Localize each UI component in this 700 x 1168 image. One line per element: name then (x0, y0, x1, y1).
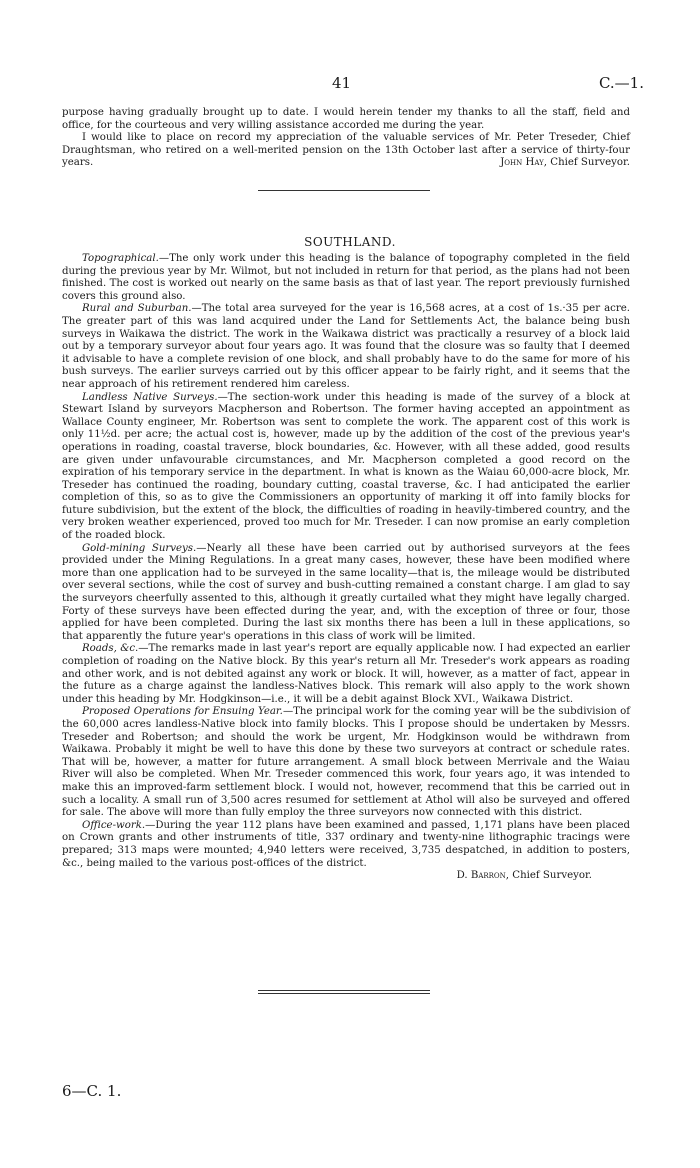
paragraph-rural-suburban (62, 303, 630, 391)
end-rule-bottom (258, 993, 430, 994)
end-rule-top (258, 990, 430, 991)
signature-title: , Chief Surveyor. (505, 870, 592, 882)
paragraph-text: —During the year 112 plans have been examined and passed, 1,171 plans have been placed on Crown grants and other instruments of title, 337 ordinary and twenty-nine lithographic tracings were prepared; 313 maps were mounted; 4,940 letters were received, 3,735 despatched, in addition to posters, &c., being mailed to the various post-offices of the district. (62, 819, 630, 869)
paragraph-text: —The remarks made in last year's report are equally applicable now. I had expected an earlier completion of roading on the Native block. By this year's return all Mr. Treseder's work appears as roading and other work, and is not debited against any work or block. It will, however, as a matter of fact, appear in the future as a charge against the landless-Natives block. This remark will also apply to the work shown under this heading by Mr. Hodgkinson—i.e., it will be a debit against Block XVI., Waikawa District. (62, 643, 630, 705)
preamble-paragraph-2: I would like to place on record my appreciation of the valuable services of Mr. Peter Treseder, Chief Draughtsman, who retired on a well-merited pension on the 13th October last after a service of thirty-four years. (62, 132, 630, 169)
preamble (62, 107, 630, 170)
paragraph-proposed-operations (62, 706, 630, 819)
paragraph-text: —The only work under this heading is the balance of topography completed in the field during the previous year by Mr. Wilmot, but not included in return for that period, as the plans had not been finished. The cost is worked out nearly on the same basis as that of last year. The report previously furnished covers this ground also. (62, 253, 630, 302)
paragraph-text: —The total area surveyed for the year is 16,568 acres, at a cost of 1s.·35 per acre. The greater part of this was land acquired under the Land for Settlements Act, the balance being bush surveys in Waikawa the district. The work in the Waikawa district was practically a resurvey of a block laid out by a temporary surveyor about four years ago. It was found that the closure was so faulty that I deemed it advisable to have a complete revision of one block, and shall probably have to do the same for more of his bush surveys. The earlier surveys carried out by this officer appear to be fairly right, and it seems that the near approach of his retirement rendered him careless. (62, 303, 630, 390)
paragraph-landless-native (62, 392, 630, 543)
signature-name: John Hay (500, 157, 544, 169)
paragraph-heading: Gold-mining Surveys. (82, 542, 197, 554)
signature-name: D. Barron (456, 870, 506, 882)
paragraph-gold-mining (62, 543, 630, 644)
paragraph-topographical (62, 253, 630, 303)
paragraph-heading: Rural and Suburban. (82, 303, 192, 315)
document-code: C.—1. (598, 74, 644, 92)
section-title: SOUTHLAND. (304, 235, 396, 249)
southland-report (62, 253, 630, 883)
paragraph-heading: Landless Native Surveys. (82, 391, 218, 403)
preamble-paragraph-1: purpose having gradually brought up to date. I would herein tender my thanks to all the staff, field and office, for the courteous and very willing assistance accorded me during the year. (62, 107, 630, 131)
page-number: 41 (332, 74, 352, 92)
paragraph-heading: Topographical. (82, 253, 159, 264)
signature-mark: 6—C. 1. (62, 1082, 122, 1100)
paragraph-text: —Nearly all these have been carried out by authorised surveyors at the fees provided under the Mining Regulations. In a great many cases, however, these have been modified where more than one application had to be surveyed in the same locality—that is, the mileage would be distributed over several sections, while the cost of survey and bush-cutting remained a constant charge. I am glad to say the surveyors cheerfully assented to this, although it greatly curtailed what they might have legally charged. Forty of these surveys have been effected during the year, and, with the exception of three or four, those applied for have been completed. During the last six months there has been a lull in these applications, so that apparently the future year's operations in this class of work will be limited. (62, 542, 631, 642)
paragraph-heading: Roads, &c. (82, 643, 139, 655)
paragraph-heading: Proposed Operations for Ensuing Year. (82, 706, 283, 718)
paragraph-roads (62, 643, 630, 706)
paragraph-text: —The principal work for the coming year will be the subdivision of the 60,000 acres landless-Native block into family blocks. This I propose should be undertaken by Messrs. Treseder and Robertson; and should the work be urgent, Mr. Hodgkinson would be withdrawn from Waikawa. Probably it might be well to have this done by these two surveyors at contract or schedule rates. That will be, however, a matter for future arrangement. A small block between Merrivale and the Waiau River will also be completed. When Mr. Treseder commenced this work, four years ago, it was intended to make this an improved-farm settlement block. I would not, however, recommend that this be carried out in such a locality. A small run of 3,500 acres resumed for settlement at Athol will also be surveyed and offered for sale. The above will more than fully employ the three surveyors now connected with this district. (62, 706, 631, 819)
closing-signature (62, 870, 630, 883)
section-divider (258, 190, 430, 191)
paragraph-office-work (62, 820, 630, 870)
paragraph-heading: Office-work. (82, 819, 146, 831)
signature-title: , Chief Surveyor. (543, 157, 630, 169)
preamble-signature (62, 157, 630, 170)
paragraph-text: —The section-work under this heading is made of the survey of a block at Stewart Island by surveyors Macpherson and Robertson. The former having accepted an appointment as Wallace County engineer, Mr. Robertson was sent to complete the work. The apparent cost of this work is only 11½d. per acre; the actual cost is, however, made up by the addition of the cost of the previous year's operations in roading, coastal traverse, block boundaries, &c. However, with all these added, good results are given under unfavourable circumstances, and Mr. Macpherson completed a good record on the expiration of his temporary service in the department. In what is known as the Waiau 60,000-acre block, Mr. Treseder has continued the roading, boundary cutting, coastal traverse, &c. I had anticipated the earlier completion of this, so as to give the Commissioners an opportunity of marking it off into family blocks for future subdivision, but the extent of the block, the difficulties of roading in heavily-timbered country, and the very broken weather experienced, proved too much for Mr. Treseder. I can now promise an early completion of the roaded block. (62, 391, 630, 542)
